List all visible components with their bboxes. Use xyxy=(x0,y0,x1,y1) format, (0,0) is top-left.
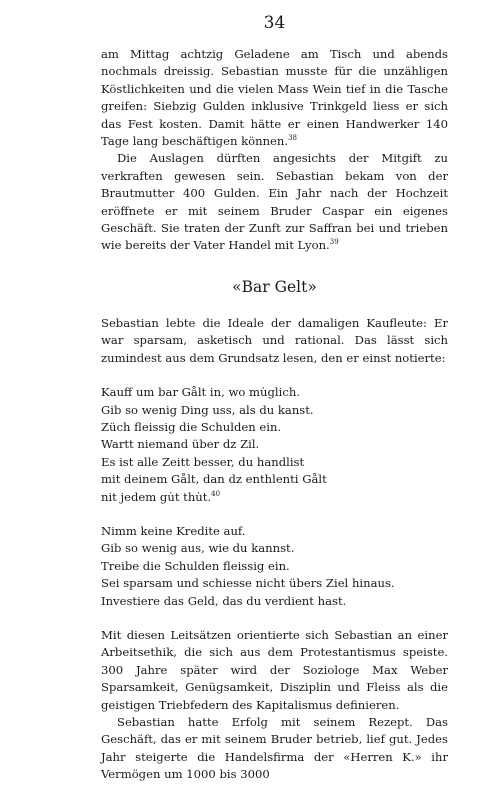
verse-line: Es ist alle Zeitt besser, du handlist xyxy=(101,454,305,469)
body-paragraph: Mit diesen Leitsätzen orientierte sich Sebastian an einer Arbeitsethik, die sich aus dem Protestantismus speiste. 300 Jahre später wird der Soziologe Max Weber Sparsamkeit, Genügsamkeit, Disziplin und Fleiss als die geistigen Triebfedern des Kapitalismus definieren. xyxy=(101,627,448,712)
footnote-marker: 39 xyxy=(329,238,339,247)
verse-line: Wartt niemand über dz Zil. xyxy=(101,437,260,452)
paragraph-text: am Mittag achtzig Geladene am Tisch und abends nochmals dreissig. Sebastian musste für die unzähligen Köstlichkeiten und die vielen Mass Wein tief in die Tasche greifen: Siebzig Gulden inklusive Trinkgeld liess er sich das Fest kosten. Damit hätte er einen Handwerker 140 Tage lang beschäftigen können. xyxy=(101,47,448,149)
verse-line: Investiere das Geld, das du verdient hast. xyxy=(101,593,347,608)
verse-line: Sei sparsam und schiesse nicht übers Ziel hinaus. xyxy=(101,576,395,591)
page-number: 34 xyxy=(263,13,286,33)
verse-line: Kauff um bar Gålt in, wo mu̇glich. xyxy=(101,385,300,400)
spacer xyxy=(101,506,448,523)
verse-line: Gib so wenig aus, wie du kannst. xyxy=(101,541,295,556)
footnote-marker: 40 xyxy=(211,489,221,498)
verse-line: mit deinem Gålt, dan dz enthlenti Gålt xyxy=(101,472,327,487)
verse-line-text: nit jedem gu̇t thu̇t. xyxy=(101,489,212,504)
spacer xyxy=(101,367,448,384)
body-paragraph: Sebastian hatte Erfolg mit seinem Rezept. Das Geschäft, das er mit seinem Bruder betrieb, lief gut. Jedes Jahr steigerte die Handelsfirma der «Herren K.» ihr Vermögen um 1000 bis 3000 xyxy=(101,715,448,782)
body-paragraph xyxy=(101,150,448,254)
verse-line: Treibe die Schulden fleissig ein. xyxy=(101,558,290,573)
body-paragraph xyxy=(101,46,448,150)
spacer xyxy=(101,610,448,627)
section-heading: «Bar Gelt» xyxy=(232,277,317,296)
verse-line: Nimm keine Kredite auf. xyxy=(101,523,246,538)
footnote-marker: 38 xyxy=(288,134,297,143)
paragraph-text: Die Auslagen dürften angesichts der Mitgift zu verkraften gewesen sein. Sebastian bekam von der Brautmutter 400 Gulden. Ein Jahr nach der Hochzeit eröffnete er mit seinem Bruder Caspar ein eigenes Geschäft. Sie traten der Zunft zur Saffran bei und trieben wie bereits der Vater Handel mit Lyon. xyxy=(101,151,448,253)
verse-line xyxy=(101,489,448,506)
verse-line: Züch fleissig die Schulden ein. xyxy=(101,419,282,434)
book-page xyxy=(101,12,448,784)
verse-line: Gib so wenig Ding uss, als du kanst. xyxy=(101,402,314,417)
verse-original xyxy=(101,384,448,506)
verse-translation xyxy=(101,523,448,610)
intro-paragraph: Sebastian lebte die Ideale der damaligen Kaufleute: Er war sparsam, asketisch und rational. Das lässt sich zumindest aus dem Grundsatz lesen, den er einst notierte: xyxy=(101,315,448,365)
